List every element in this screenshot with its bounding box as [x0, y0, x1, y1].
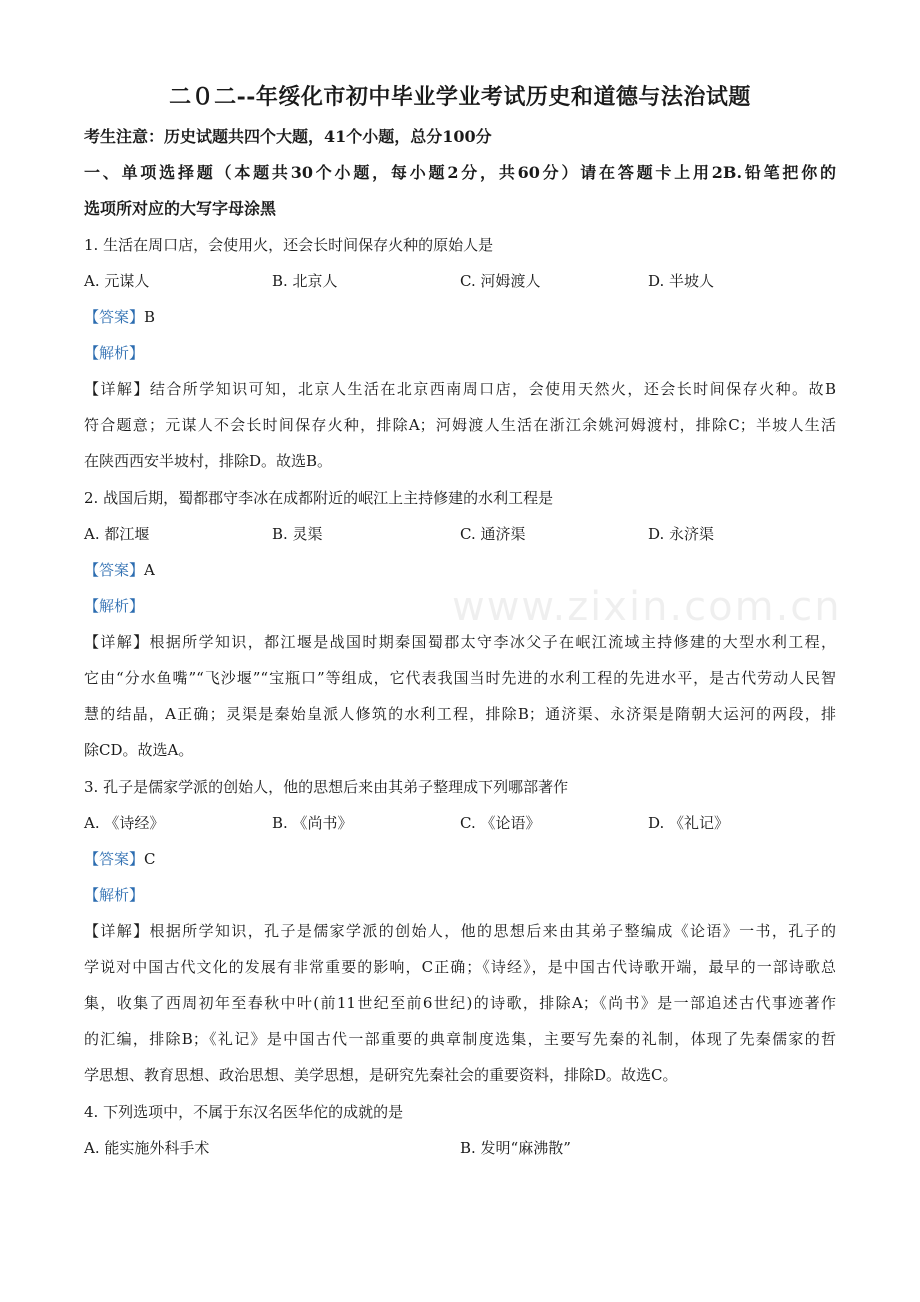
q1-detail-line2: 符合题意；元谋人不会长时间保存火种，排除A；河姆渡人生活在浙江余姚河姆渡村，排除C；半坡人生活 [84, 416, 836, 434]
q2-detail-line4: 除CD。故选A。 [84, 741, 194, 759]
question-3-answer [84, 849, 836, 869]
answer-label: 【答案】 [84, 561, 145, 579]
q2-detail-line1: 【详解】根据所学知识，都江堰是战国时期秦国蜀郡太守李冰父子在岷江流域主持修建的大型水利工程， [84, 633, 836, 651]
q4-option-b: B. 发明“麻沸散” [460, 1139, 571, 1157]
question-2-stem: 2. 战国后期，蜀都郡守李冰在成都附近的岷江上主持修建的水利工程是 [84, 489, 554, 507]
q2-detail-line3: 慧的结晶，A正确；灵渠是秦始皇派人修筑的水利工程，排除B；通济渠、永济渠是隋朝大运河的两段，排 [84, 705, 836, 723]
question-3-stem: 3. 孔子是儒家学派的创始人，他的思想后来由其弟子整理成下列哪部著作 [84, 778, 569, 796]
q3-option-d: D. 《礼记》 [648, 814, 730, 832]
q2-detail-line2: 它由“分水鱼嘴”“飞沙堰”“宝瓶口”等组成，它代表我国当时先进的水利工程的先进水平，是古代劳动人民智 [84, 669, 836, 687]
q2-option-c: C. 通济渠 [460, 525, 526, 543]
question-1-answer [84, 307, 836, 327]
answer-value: C [144, 850, 156, 868]
question-3-options [84, 813, 836, 833]
q3-option-a: A. 《诗经》 [84, 814, 165, 832]
question-4-options [84, 1138, 836, 1158]
analysis-label: 【解析】 [84, 597, 145, 615]
answer-label: 【答案】 [84, 308, 145, 326]
question-2-options [84, 524, 836, 544]
q1-option-d: D. 半坡人 [648, 272, 715, 290]
answer-value: A [144, 561, 155, 579]
q1-option-a: A. 元谋人 [84, 272, 150, 290]
page-title: 二０二--年绥化市初中毕业学业考试历史和道德与法治试题 [169, 84, 751, 110]
section-heading-line2: 选项所对应的大写字母涂黑 [84, 199, 277, 218]
q3-detail-line1: 【详解】根据所学知识，孔子是儒家学派的创始人，他的思想后来由其弟子整编成《论语》一书，孔子的 [84, 922, 836, 940]
q1-option-c: C. 河姆渡人 [460, 272, 541, 290]
q1-option-b: B. 北京人 [272, 272, 338, 290]
question-1-stem: 1. 生活在周口店，会使用火，还会长时间保存火种的原始人是 [84, 236, 494, 254]
q3-detail-line5: 学思想、教育思想、政治思想、美学思想，是研究先秦社会的重要资料，排除D。故选C。 [84, 1066, 678, 1084]
section-heading-line1: 一、单项选择题（本题共30个小题，每小题2分，共60分）请在答题卡上用2B.铅笔把你的 [84, 163, 836, 182]
q4-option-a: A. 能实施外科手术 [84, 1139, 210, 1157]
question-1-options [84, 271, 836, 291]
q2-option-b: B. 灵渠 [272, 525, 323, 543]
q3-detail-line4: 的汇编，排除B；《礼记》是中国古代一部重要的典章制度选集，主要写先秦的礼制，体现了先秦儒家的哲 [84, 1030, 836, 1048]
q3-option-b: B. 《尚书》 [272, 814, 353, 832]
q1-detail-line3: 在陕西西安半坡村，排除D。故选B。 [84, 452, 333, 470]
q3-detail-line2: 学说对中国古代文化的发展有非常重要的影响，C正确；《诗经》，是中国古代诗歌开端，最早的一部诗歌总 [84, 958, 836, 976]
q2-option-a: A. 都江堰 [84, 525, 150, 543]
q1-detail-line1: 【详解】结合所学知识可知，北京人生活在北京西南周口店，会使用天然火，还会长时间保存火种。故B [84, 380, 836, 398]
analysis-label: 【解析】 [84, 344, 145, 362]
question-2-answer [84, 560, 836, 580]
watermark: www.zixin.com.cn [452, 584, 842, 630]
analysis-label: 【解析】 [84, 886, 145, 904]
q3-detail-line3: 集，收集了西周初年至春秋中叶(前11世纪至前6世纪)的诗歌，排除A；《尚书》是一部追述古代事迹著作 [84, 994, 836, 1012]
q3-option-c: C. 《论语》 [460, 814, 541, 832]
answer-value: B [144, 308, 156, 326]
answer-label: 【答案】 [84, 850, 145, 868]
question-4-stem: 4. 下列选项中，不属于东汉名医华佗的成就的是 [84, 1103, 404, 1121]
q2-option-d: D. 永济渠 [648, 525, 715, 543]
exam-notice: 考生注意：历史试题共四个大题，41个小题，总分100分 [84, 127, 492, 146]
